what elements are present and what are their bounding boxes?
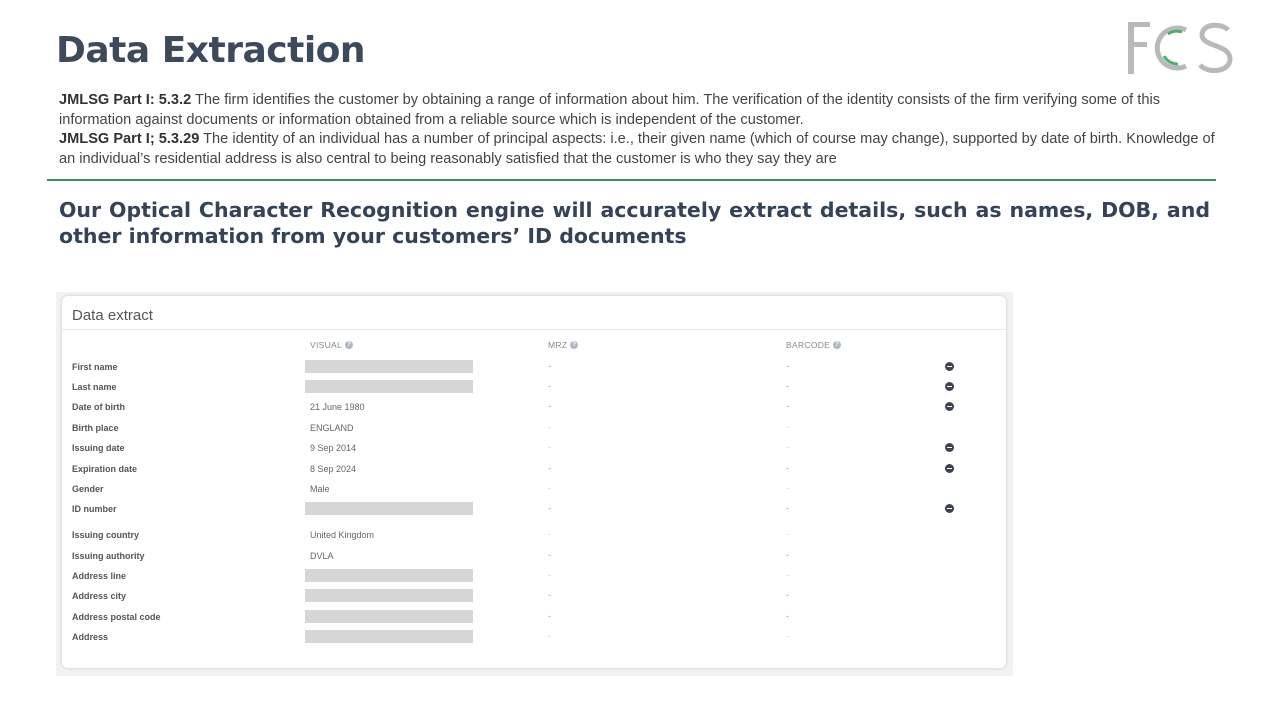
mrz-value: -	[548, 631, 551, 641]
mrz-value: -	[548, 550, 551, 560]
visual-value: 9 Sep 2014	[310, 443, 357, 453]
barcode-value: -	[786, 503, 789, 513]
panel-divider	[62, 329, 1006, 330]
field-label: Address city	[72, 591, 127, 601]
mrz-value: -	[548, 611, 551, 621]
barcode-value: -	[786, 529, 789, 539]
section-divider	[47, 179, 1216, 181]
mrz-value: -	[548, 422, 551, 432]
barcode-value: -	[786, 401, 789, 411]
field-label: Issuing country	[72, 530, 140, 540]
info-icon[interactable]: ?	[345, 341, 353, 349]
reference-2-id: JMLSG Part I; 5.3.29	[59, 131, 200, 147]
barcode-value: -	[786, 590, 789, 600]
mrz-value: -	[548, 529, 551, 539]
field-label: Birth place	[72, 423, 119, 433]
headline: Our Optical Character Recognition engine will accurately extract details, such as names, DOB, and other information from your customers’ ID documents	[59, 198, 1210, 248]
mrz-value: -	[548, 361, 551, 371]
redacted-value	[305, 569, 473, 582]
column-header-mrz	[548, 340, 578, 350]
field-label: Issuing authority	[72, 551, 145, 561]
column-header-barcode	[786, 340, 841, 350]
table-row	[62, 360, 1006, 376]
screenshot-frame	[56, 292, 1013, 676]
mrz-value: -	[548, 503, 551, 513]
field-label: Address line	[72, 571, 127, 581]
barcode-value: -	[786, 483, 789, 493]
barcode-value: -	[786, 463, 789, 473]
table-row	[62, 610, 1006, 626]
table-row	[62, 441, 1006, 457]
mrz-value: -	[548, 463, 551, 473]
table-row	[62, 482, 1006, 498]
slide-title: Data Extraction	[56, 30, 366, 71]
field-label: First name	[72, 362, 118, 372]
panel-title: Data extract	[72, 307, 153, 324]
field-label: Address	[72, 632, 109, 642]
barcode-value: -	[786, 631, 789, 641]
regulation-references	[59, 91, 1219, 169]
remove-icon[interactable]	[945, 382, 954, 391]
redacted-value	[305, 630, 473, 643]
reference-1-id: JMLSG Part I: 5.3.2	[59, 92, 192, 108]
table-row	[62, 421, 1006, 437]
reference-2-text: The identity of an individual has a number of principal aspects: i.e., their given name (which of course may change), supported by date of birth. Knowledge of an individual’s residential address is also central to being reasonably satisfied that the customer is who they say they are	[59, 131, 1215, 167]
redacted-value	[305, 502, 473, 515]
remove-icon[interactable]	[945, 504, 954, 513]
field-label: ID number	[72, 504, 117, 514]
barcode-value: -	[786, 422, 789, 432]
mrz-value: -	[548, 570, 551, 580]
info-icon[interactable]: ?	[833, 341, 841, 349]
fcs-logo	[1124, 18, 1236, 78]
redacted-value	[305, 589, 473, 602]
data-extract-panel	[62, 296, 1006, 668]
mrz-value: -	[548, 590, 551, 600]
visual-value: 21 June 1980	[310, 402, 365, 412]
visual-value: 8 Sep 2024	[310, 464, 357, 474]
field-label: Last name	[72, 382, 117, 392]
barcode-value: -	[786, 442, 789, 452]
mrz-value: -	[548, 442, 551, 452]
barcode-value: -	[786, 361, 789, 371]
visual-value: United Kingdom	[310, 530, 375, 540]
table-row	[62, 462, 1006, 478]
remove-icon[interactable]	[945, 402, 954, 411]
barcode-value: -	[786, 550, 789, 560]
visual-value: Male	[310, 484, 330, 494]
redacted-value	[305, 380, 473, 393]
mrz-value: -	[548, 483, 551, 493]
table-row	[62, 549, 1006, 565]
field-label: Address postal code	[72, 612, 161, 622]
redacted-value	[305, 360, 473, 373]
reference-1	[59, 91, 1219, 130]
column-mrz-label: MRZ	[548, 340, 568, 350]
column-barcode-label: BARCODE	[786, 340, 831, 350]
field-label: Expiration date	[72, 464, 138, 474]
reference-1-text: The firm identifies the customer by obtaining a range of information about him. The verification of the identity consists of the firm verifying some of this information against documents or information obtained from a reliable source which is independent of the customer.	[59, 92, 1160, 128]
table-row	[62, 589, 1006, 605]
mrz-value: -	[548, 401, 551, 411]
table-row	[62, 380, 1006, 396]
table-row	[62, 400, 1006, 416]
remove-icon[interactable]	[945, 464, 954, 473]
redacted-value	[305, 610, 473, 623]
column-visual-label: VISUAL	[310, 340, 343, 350]
remove-icon[interactable]	[945, 362, 954, 371]
field-label: Issuing date	[72, 443, 125, 453]
remove-icon[interactable]	[945, 443, 954, 452]
field-label: Date of birth	[72, 402, 125, 412]
visual-value: ENGLAND	[310, 423, 354, 433]
info-icon[interactable]: ?	[570, 341, 578, 349]
table-row	[62, 630, 1006, 646]
reference-2	[59, 130, 1219, 169]
column-header-visual	[310, 340, 353, 350]
mrz-value: -	[548, 381, 551, 391]
visual-value: DVLA	[310, 551, 334, 561]
field-label: Gender	[72, 484, 104, 494]
table-row	[62, 569, 1006, 585]
table-row	[62, 502, 1006, 518]
barcode-value: -	[786, 611, 789, 621]
table-row	[62, 528, 1006, 544]
barcode-value: -	[786, 570, 789, 580]
barcode-value: -	[786, 381, 789, 391]
